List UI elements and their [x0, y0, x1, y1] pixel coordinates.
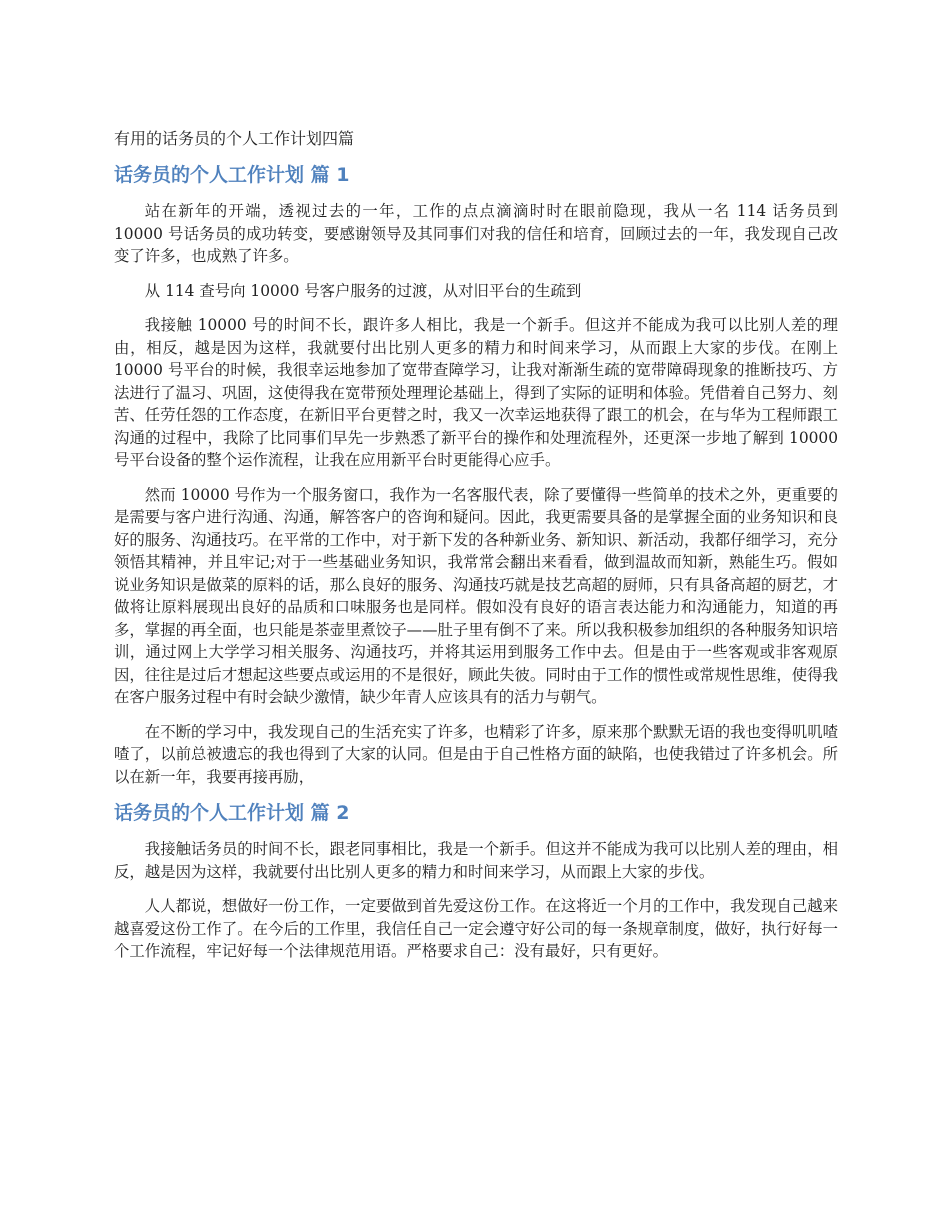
- section-2: [114, 800, 838, 963]
- paragraph: 我接触 10000 号的时间不长，跟许多人相比，我是一个新手。但这并不能成为我可以比别人差的理由，相反，越是因为这样，我就要付出比别人更多的精力和时间来学习，从而跟上大家的步伐。在刚上 10000 号平台的时候，我很幸运地参加了宽带查障学习，让我对渐渐生疏的宽带障碍现象的推断技巧、方法进行了温习、巩固，这使得我在宽带预处理理论基础上，得到了实际的证明和体验。凭借着自己努力、刻苦、任劳任怨的工作态度，在新旧平台更替之时，我又一次幸运地获得了跟工的机会，在与华为工程师跟工沟通的过程中，我除了比同事们早先一步熟悉了新平台的操作和处理流程外，还更深一步地了解到 10000 号平台设备的整个运作流程，让我在应用新平台时更能得心应手。: [114, 316, 838, 469]
- paragraph: 在不断的学习中，我发现自己的生活充实了许多，也精彩了许多，原来那个默默无语的我也变得叽叽喳喳了，以前总被遗忘的我也得到了大家的认同。但是由于自己性格方面的缺陷，也使我错过了许多机会。所以在新一年，我要再接再励，: [114, 722, 838, 786]
- section-heading: 话务员的个人工作计划 篇 2: [114, 802, 350, 824]
- section-heading: 话务员的个人工作计划 篇 1: [114, 164, 350, 186]
- section-1: [114, 162, 838, 788]
- document-title: 有用的话务员的个人工作计划四篇: [114, 129, 355, 148]
- paragraph: 我接触话务员的时间不长，跟老同事相比，我是一个新手。但这并不能成为我可以比别人差的理由，相反，越是因为这样，我就要付出比别人更多的精力和时间来学习，从而跟上大家的步伐。: [114, 840, 838, 881]
- paragraph: 人人都说，想做好一份工作，一定要做到首先爱这份工作。在这将近一个月的工作中，我发现自己越来越喜爱这份工作了。在今后的工作里，我信任自己一定会遵守好公司的每一条规章制度，做好，执行好每一个工作流程，牢记好每一个法律规范用语。严格要求自己：没有最好，只有更好。: [114, 897, 838, 960]
- document-page: [114, 128, 838, 975]
- paragraph: 然而 10000 号作为一个服务窗口，我作为一名客服代表，除了要懂得一些简单的技术之外，更重要的是需要与客户进行沟通、沟通，解答客户的咨询和疑问。因此，我更需要具备的是掌握全面的业务知识和良好的服务、沟通技巧。在平常的工作中，对于新下发的各种新业务、新知识、新活动，我都仔细学习，充分领悟其精神，并且牢记;对于一些基础业务知识，我常常会翻出来看看，做到温故而知新，熟能生巧。假如说业务知识是做菜的原料的话，那么良好的服务、沟通技巧就是技艺高超的厨师，只有具备高超的厨艺，才做将让原料展现出良好的品质和口味服务也是同样。假如没有良好的语言表达能力和沟通能力，知道的再多，掌握的再全面，也只能是茶壶里煮饺子——肚子里有倒不了来。所以我积极参加组织的各种服务知识培训，通过网上大学学习相关服务、沟通技巧，并将其运用到服务工作中去。但是由于一些客观或非客观原因，往往是过后才想起这些要点或运用的不是很好，顾此失彼。同时由于工作的惯性或常规性思维，使得我在客户服务过程中有时会缺少激情，缺少年青人应该具有的活力与朝气。: [114, 485, 838, 706]
- paragraph: 从 114 查号向 10000 号客户服务的过渡，从对旧平台的生疏到: [144, 281, 582, 300]
- paragraph: 站在新年的开端，透视过去的一年，工作的点点滴滴时时在眼前隐现，我从一名 114 话务员到 10000 号话务员的成功转变，要感谢领导及其同事们对我的信任和培育，回顾过去的一年，我发现自己改变了许多，也成熟了许多。: [114, 202, 838, 265]
